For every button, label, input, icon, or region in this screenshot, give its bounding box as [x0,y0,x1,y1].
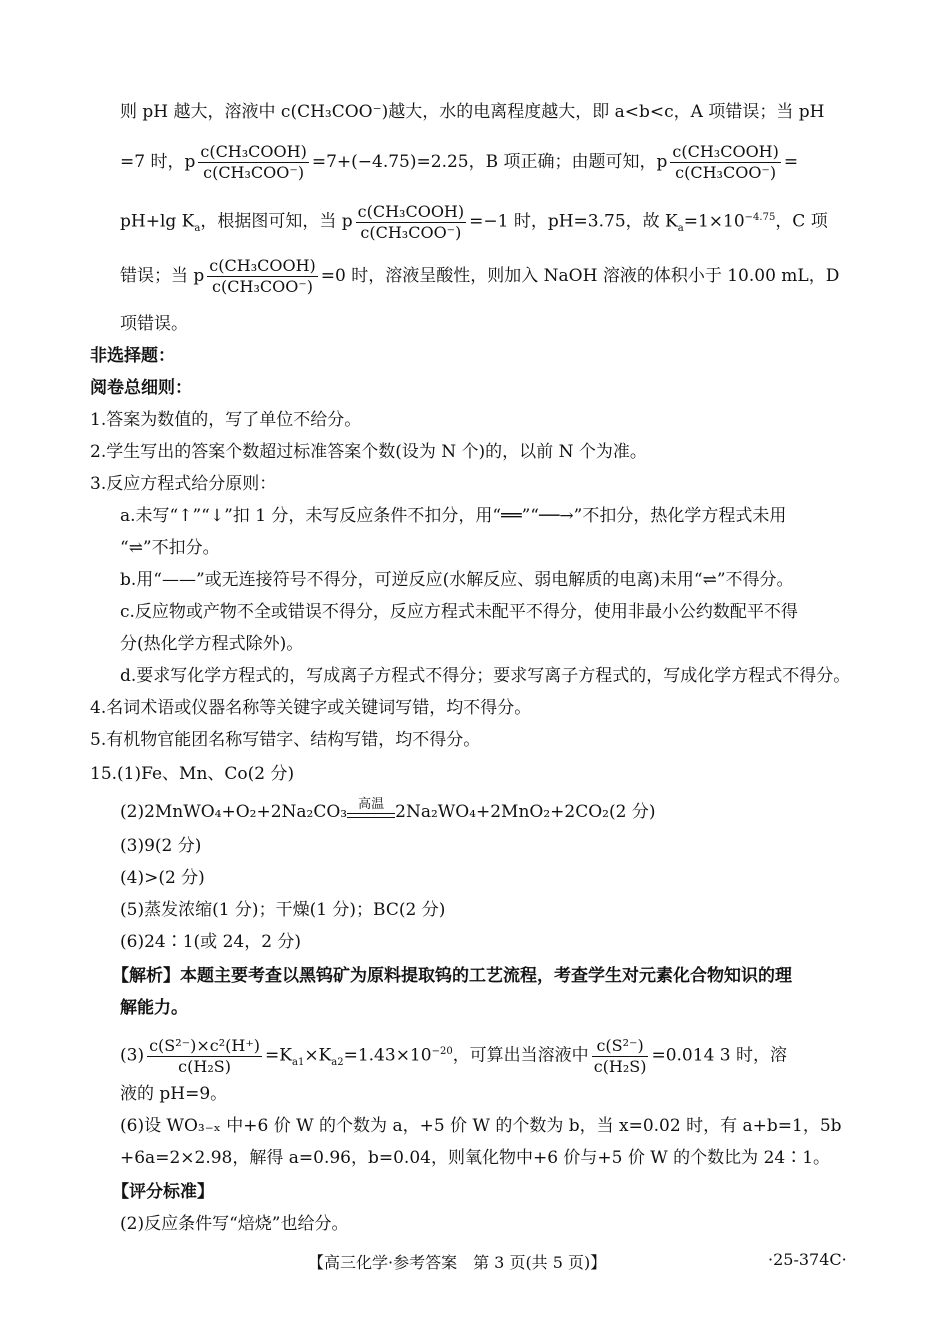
text-fragment: 错误；当 p [120,266,205,286]
text-fragment: =−1 时，pH=3.75，故 K [469,211,678,232]
page-footer-title: 【高三化学·参考答案 第 3 页(共 5 页)】 [308,1253,607,1272]
text-line [120,254,839,298]
fraction-numerator: c(CH₃COOH) [209,256,316,275]
fraction-denominator: c(H₂S) [593,1056,647,1076]
fraction-denominator: c(CH₃COO⁻) [670,162,780,183]
text-fragment: ，C 项 [775,211,828,232]
text-fragment: =0 时，溶液呈酸性，则加入 NaOH 溶液的体积小于 10.00 mL，D [320,266,840,286]
text-line: 则 pH 越大，溶液中 c(CH₃COO⁻)越大，水的电离程度越大，即 a<b<c，A 项错误；当 pH [120,102,825,122]
rule-subitem: d.要求写化学方程式的，写成离子方程式不得分；要求写离子方程式的，写成化学方程式不得分。 [120,666,851,686]
text-fragment: =7+(−4.75)=2.25，B 项正确；由题可知，p [311,152,668,172]
superscript: −4.75 [744,212,776,223]
fraction-numerator: c(CH₃COOH) [357,201,465,221]
subscript: a [677,223,684,235]
answer-line: (6)24∶1(或 24，2 分) [120,932,302,952]
fraction-numerator: c(CH₃COOH) [200,142,307,161]
rule-item: 3.反应方程式给分原则： [90,474,277,494]
text-fragment: =7 时，p [120,152,196,172]
text-fragment: pH+lg K [120,211,195,232]
rule-item: 5.有机物官能团名称写错字、结构写错，均不得分。 [90,730,481,750]
section-heading: 阅卷总细则： [90,378,192,398]
equation-right: 2Na₂WO₄+2MnO₂+2CO₂(2 分) [395,802,656,822]
text-line [120,140,798,184]
text-fragment: =1.43×10 [343,1045,432,1066]
answer-line: (3)9(2 分) [120,836,202,856]
fraction-denominator: c(CH₃COO⁻) [356,222,466,243]
explanation-line: (6)设 WO₃₋ₓ 中+6 价 W 的个数为 a，+5 价 W 的个数为 b，当 x=0.02 时，有 a+b=1，5b [120,1116,842,1136]
fraction-numerator: c(CH₃COOH) [672,142,779,161]
fraction [207,256,317,297]
text-fragment: ，可算出当溶液中 [452,1045,589,1066]
subscript: a2 [331,1057,344,1069]
scoring-item: (2)反应条件写“焙烧”也给分。 [120,1214,349,1234]
rule-subitem: 分(热化学方程式除外)。 [120,634,304,654]
analysis-text: 【解析】本题主要考查以黑钨矿为原料提取钨的工艺流程，考查学生对元素化合物知识的理 [112,966,792,986]
rule-subitem: a.未写“↑”“↓”扣 1 分，未写反应条件不扣分，用“══”“──→”不扣分，热化学方程式未用 [120,506,787,526]
subscript: a1 [291,1057,305,1069]
fraction-numerator: c(S²⁻)×c²(H⁺) [149,1035,261,1055]
text-line [120,196,828,251]
answer-line: (4)>(2 分) [120,868,205,888]
analysis-text: 解能力。 [120,998,188,1018]
section-heading: 非选择题： [90,346,175,366]
scoring-heading: 【评分标准】 [112,1182,214,1202]
fraction [198,142,308,183]
rule-item: 4.名词术语或仪器名称等关键字或关键词写错，均不得分。 [90,698,532,718]
rule-subitem: “⇌”不扣分。 [120,538,220,558]
text-fragment: = [783,152,799,172]
rule-item: 2.学生写出的答案个数超过标准答案个数(设为 N 个)的，以前 N 个为准。 [90,442,647,462]
answer-line: (5)蒸发浓缩(1 分)；干燥(1 分)；BC(2 分) [120,900,446,920]
fraction-denominator: c(H₂S) [147,1056,262,1077]
subscript: a [194,223,201,235]
text-fragment: =1×10 [683,211,745,232]
explanation-line: 液的 pH=9。 [120,1084,228,1104]
text-fragment: ×K [304,1045,332,1066]
page-footer-code: ·25-374C· [768,1250,847,1269]
text-fragment: (3) [120,1045,145,1066]
fraction-numerator: c(S²⁻) [596,1035,644,1055]
reaction-condition: 高温 [358,797,385,812]
fraction-denominator: c(CH₃COO⁻) [198,162,308,183]
answer-line: 15.(1)Fe、Mn、Co(2 分) [90,764,295,784]
rule-item: 1.答案为数值的，写了单位不给分。 [90,410,362,430]
reaction-equals-sign [347,797,395,818]
rule-subitem: c.反应物或产物不全或错误不得分，反应方程式未配平不得分，使用非最小公约数配平不得 [120,602,798,622]
fraction [147,1036,262,1077]
rule-subitem: b.用“——”或无连接符号不得分，可逆反应(水解反应、弱电解质的电离)未用“⇌”不得分。 [120,570,794,590]
fraction [670,142,780,183]
fraction [592,1036,649,1077]
explanation-line: +6a=2×2.98，解得 a=0.96，b=0.04，则氧化物中+6 价与+5 价 W 的个数比为 24∶1。 [120,1148,831,1168]
equation-left: (2)2MnWO₄+O₂+2Na₂CO₃ [120,802,348,822]
text-fragment: =0.014 3 时，溶 [651,1045,788,1066]
text-fragment: ，根据图可知，当 p [200,211,353,232]
superscript: −20 [431,1046,453,1057]
text-line: 项错误。 [120,314,188,334]
answer-line [120,797,656,824]
fraction-denominator: c(CH₃COO⁻) [207,276,317,297]
text-fragment: =K [265,1045,292,1066]
explanation-line [120,1030,787,1085]
fraction [356,202,466,243]
